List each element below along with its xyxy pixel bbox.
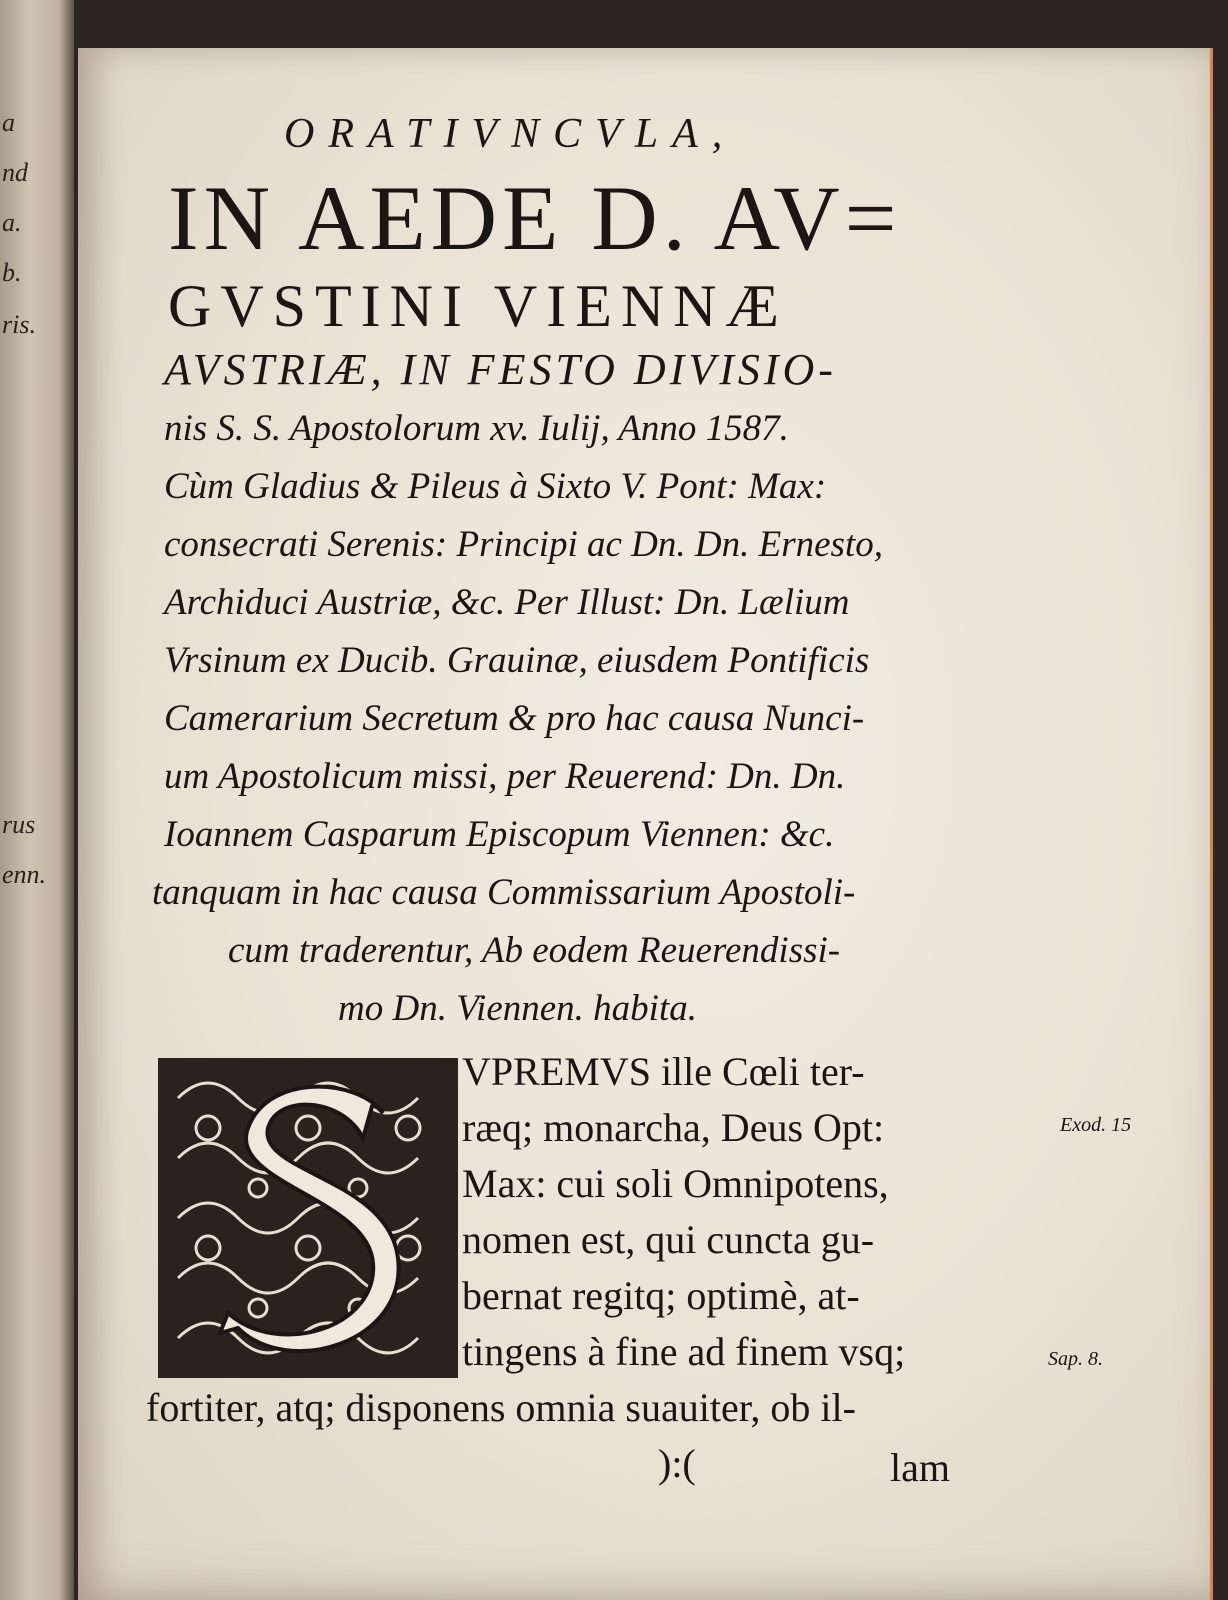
- decorated-initial-s-icon: [158, 1058, 458, 1378]
- book-page: [78, 48, 1213, 1600]
- margin-note: Exod. 15: [1060, 1114, 1132, 1136]
- left-page-fragment: nd: [2, 158, 28, 187]
- left-page-fragment: ris.: [2, 310, 36, 339]
- body-line: tingens à fine ad finem vsq;: [462, 1329, 906, 1374]
- left-page-fragment: a.: [2, 208, 22, 237]
- title-line-4: AVSTRIÆ, IN FESTO DIVISIO-: [164, 345, 837, 394]
- body-line: nomen est, qui cuncta gu-: [462, 1217, 875, 1262]
- title-text-line: cum traderentur, Ab eodem Reuerendissi-: [228, 930, 841, 971]
- left-page-fragment: rus: [2, 810, 36, 839]
- adjoining-page-edge: [0, 0, 74, 1600]
- title-text-line: mo Dn. Viennen. habita.: [338, 988, 697, 1029]
- title-text-line: Archiduci Austriæ, &c. Per Illust: Dn. Lælium: [164, 582, 850, 623]
- title-text-line: Cùm Gladius & Pileus à Sixto V. Pont: Max:: [164, 466, 827, 507]
- title-text-line: Ioannem Casparum Episcopum Viennen: &c.: [164, 814, 835, 855]
- title-text-line: Camerarium Secretum & pro hac causa Nunci-: [164, 698, 865, 739]
- margin-note: Sap. 8.: [1048, 1348, 1103, 1370]
- body-line: bernat regitq; optimè, at-: [462, 1273, 860, 1318]
- body-line: Max: cui soli Omnipotens,: [462, 1161, 889, 1206]
- title-line-3: GVSTINI VIENNÆ: [168, 273, 788, 339]
- left-page-fragment: enn.: [2, 860, 47, 889]
- title-text-line: Vrsinum ex Ducib. Grauinæ, eiusdem Pontificis: [164, 640, 870, 681]
- title-text-line: tanquam in hac causa Commissarium Apostoli-: [152, 872, 856, 913]
- title-line-1: ORATIVNCVLA,: [284, 111, 737, 157]
- body-line: VPREMVS ille Cœli ter-: [462, 1049, 865, 1094]
- signature-mark: ):(: [658, 1441, 696, 1486]
- left-page-fragment: a: [2, 108, 15, 137]
- title-line-2: IN AEDE D. AV=: [168, 167, 902, 269]
- title-text-line: nis S. S. Apostolorum xv. Iulij, Anno 1587.: [164, 408, 789, 449]
- title-text-line: consecrati Serenis: Principi ac Dn. Dn. Ernesto,: [164, 524, 883, 565]
- left-page-fragment: b.: [2, 258, 22, 287]
- title-text-line: um Apostolicum missi, per Reuerend: Dn. Dn.: [164, 756, 846, 797]
- catchword: lam: [890, 1445, 950, 1490]
- body-line: fortiter, atq; disponens omnia suauiter, ob il-: [146, 1385, 856, 1430]
- body-line: ræq; monarcha, Deus Opt:: [462, 1105, 885, 1150]
